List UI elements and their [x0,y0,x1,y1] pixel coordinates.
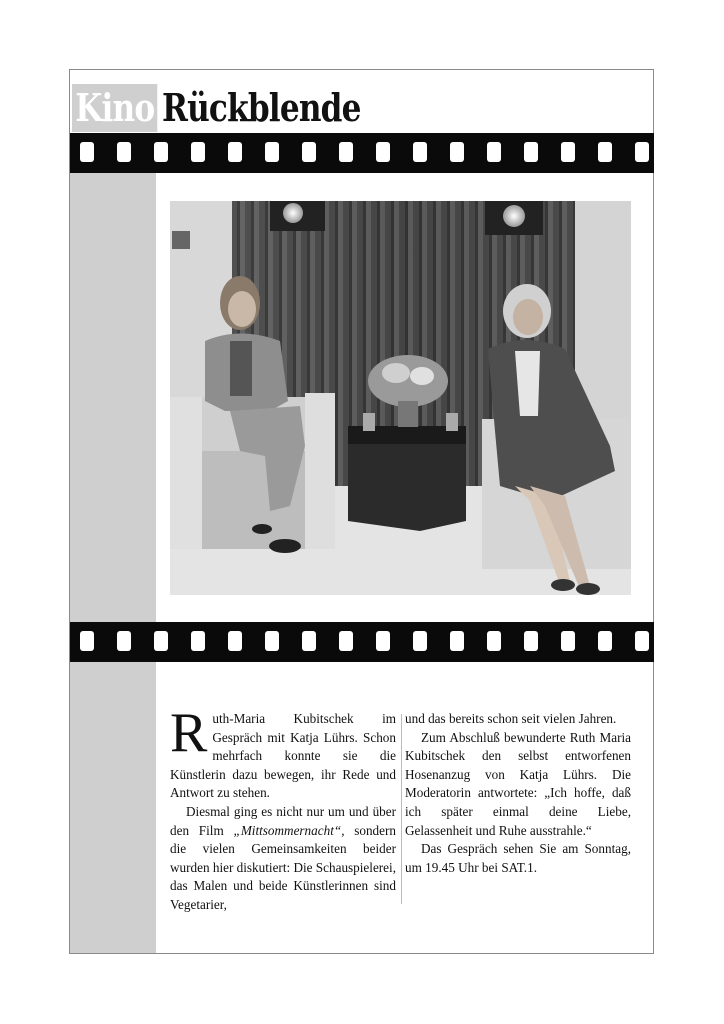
paragraph-text: , sondern die vielen Gemeinsamkeiten beider wurden hier diskutiert: Die Schauspielerei, das Malen und beide Künstlerinnen sind Vegetarier, [170,822,396,912]
sprocket-hole [80,142,94,162]
sprocket-hole [228,631,242,651]
filmstrip-top [70,133,654,173]
sprocket-hole [487,631,501,651]
sprocket-hole [561,142,575,162]
section-header [72,76,405,132]
sprocket-hole [450,631,464,651]
column-divider [401,714,402,904]
sprocket-hole [487,142,501,162]
sprocket-hole [117,631,131,651]
sprocket-hole [598,631,612,651]
sprocket-hole [265,142,279,162]
gray-side-column [70,172,156,953]
sprocket-hole [635,631,649,651]
paragraph-text: Diesmal ging es nicht nur um und über den Film [170,803,396,838]
drop-cap: R [170,702,208,764]
filmstrip-bottom [70,622,654,662]
studio-photo [170,201,631,595]
sprocket-hole [191,142,205,162]
sprocket-hole [191,631,205,651]
paragraph [170,702,396,803]
sprocket-hole [561,631,575,651]
sprocket-hole [598,142,612,162]
sprocket-hole [302,142,316,162]
sprocket-hole [302,631,316,651]
sprocket-hole [635,142,649,162]
paragraph: Zum Abschluß bewunderte Ruth Maria Kubitschek den selbst entworfenen Hosenanzug von Katja Lührs. Die Moderatorin antwortete: „Ich hoffe, daß ich später einmal deine Liebe, Gelassenheit und Ruhe ausstrahle.“ [405,729,631,838]
sprocket-hole [413,142,427,162]
header-kino: Kino [72,84,158,132]
article-column-2 [405,710,631,915]
sprocket-hole [376,631,390,651]
sprocket-hole [154,631,168,651]
header-rueckblende: Rückblende [162,85,362,130]
sprocket-hole [450,142,464,162]
sprocket-hole [228,142,242,162]
sprocket-hole [339,631,353,651]
sprocket-hole [117,142,131,162]
sprocket-hole [265,631,279,651]
paragraph: und das bereits schon seit vielen Jahren. [405,711,617,726]
sprocket-hole [154,142,168,162]
sprocket-hole [376,142,390,162]
sprocket-hole [339,142,353,162]
sprocket-hole [80,631,94,651]
paragraph-text: uth-Maria Kubitschek im Gespräch mit Katja Lührs. Schon mehrfach konnte sie die Künstlerin dazu bewegen, ihr Rede und Antwort zu stehen. [170,711,396,801]
paragraph: Das Gespräch sehen Sie am Sonntag, um 19.45 Uhr bei SAT.1. [405,841,631,875]
sprocket-hole [524,142,538,162]
article-column-1 [170,702,396,915]
paragraph [170,803,396,915]
sprocket-hole [524,631,538,651]
film-title: „Mittsommernacht“ [233,822,342,838]
sprocket-hole [413,631,427,651]
